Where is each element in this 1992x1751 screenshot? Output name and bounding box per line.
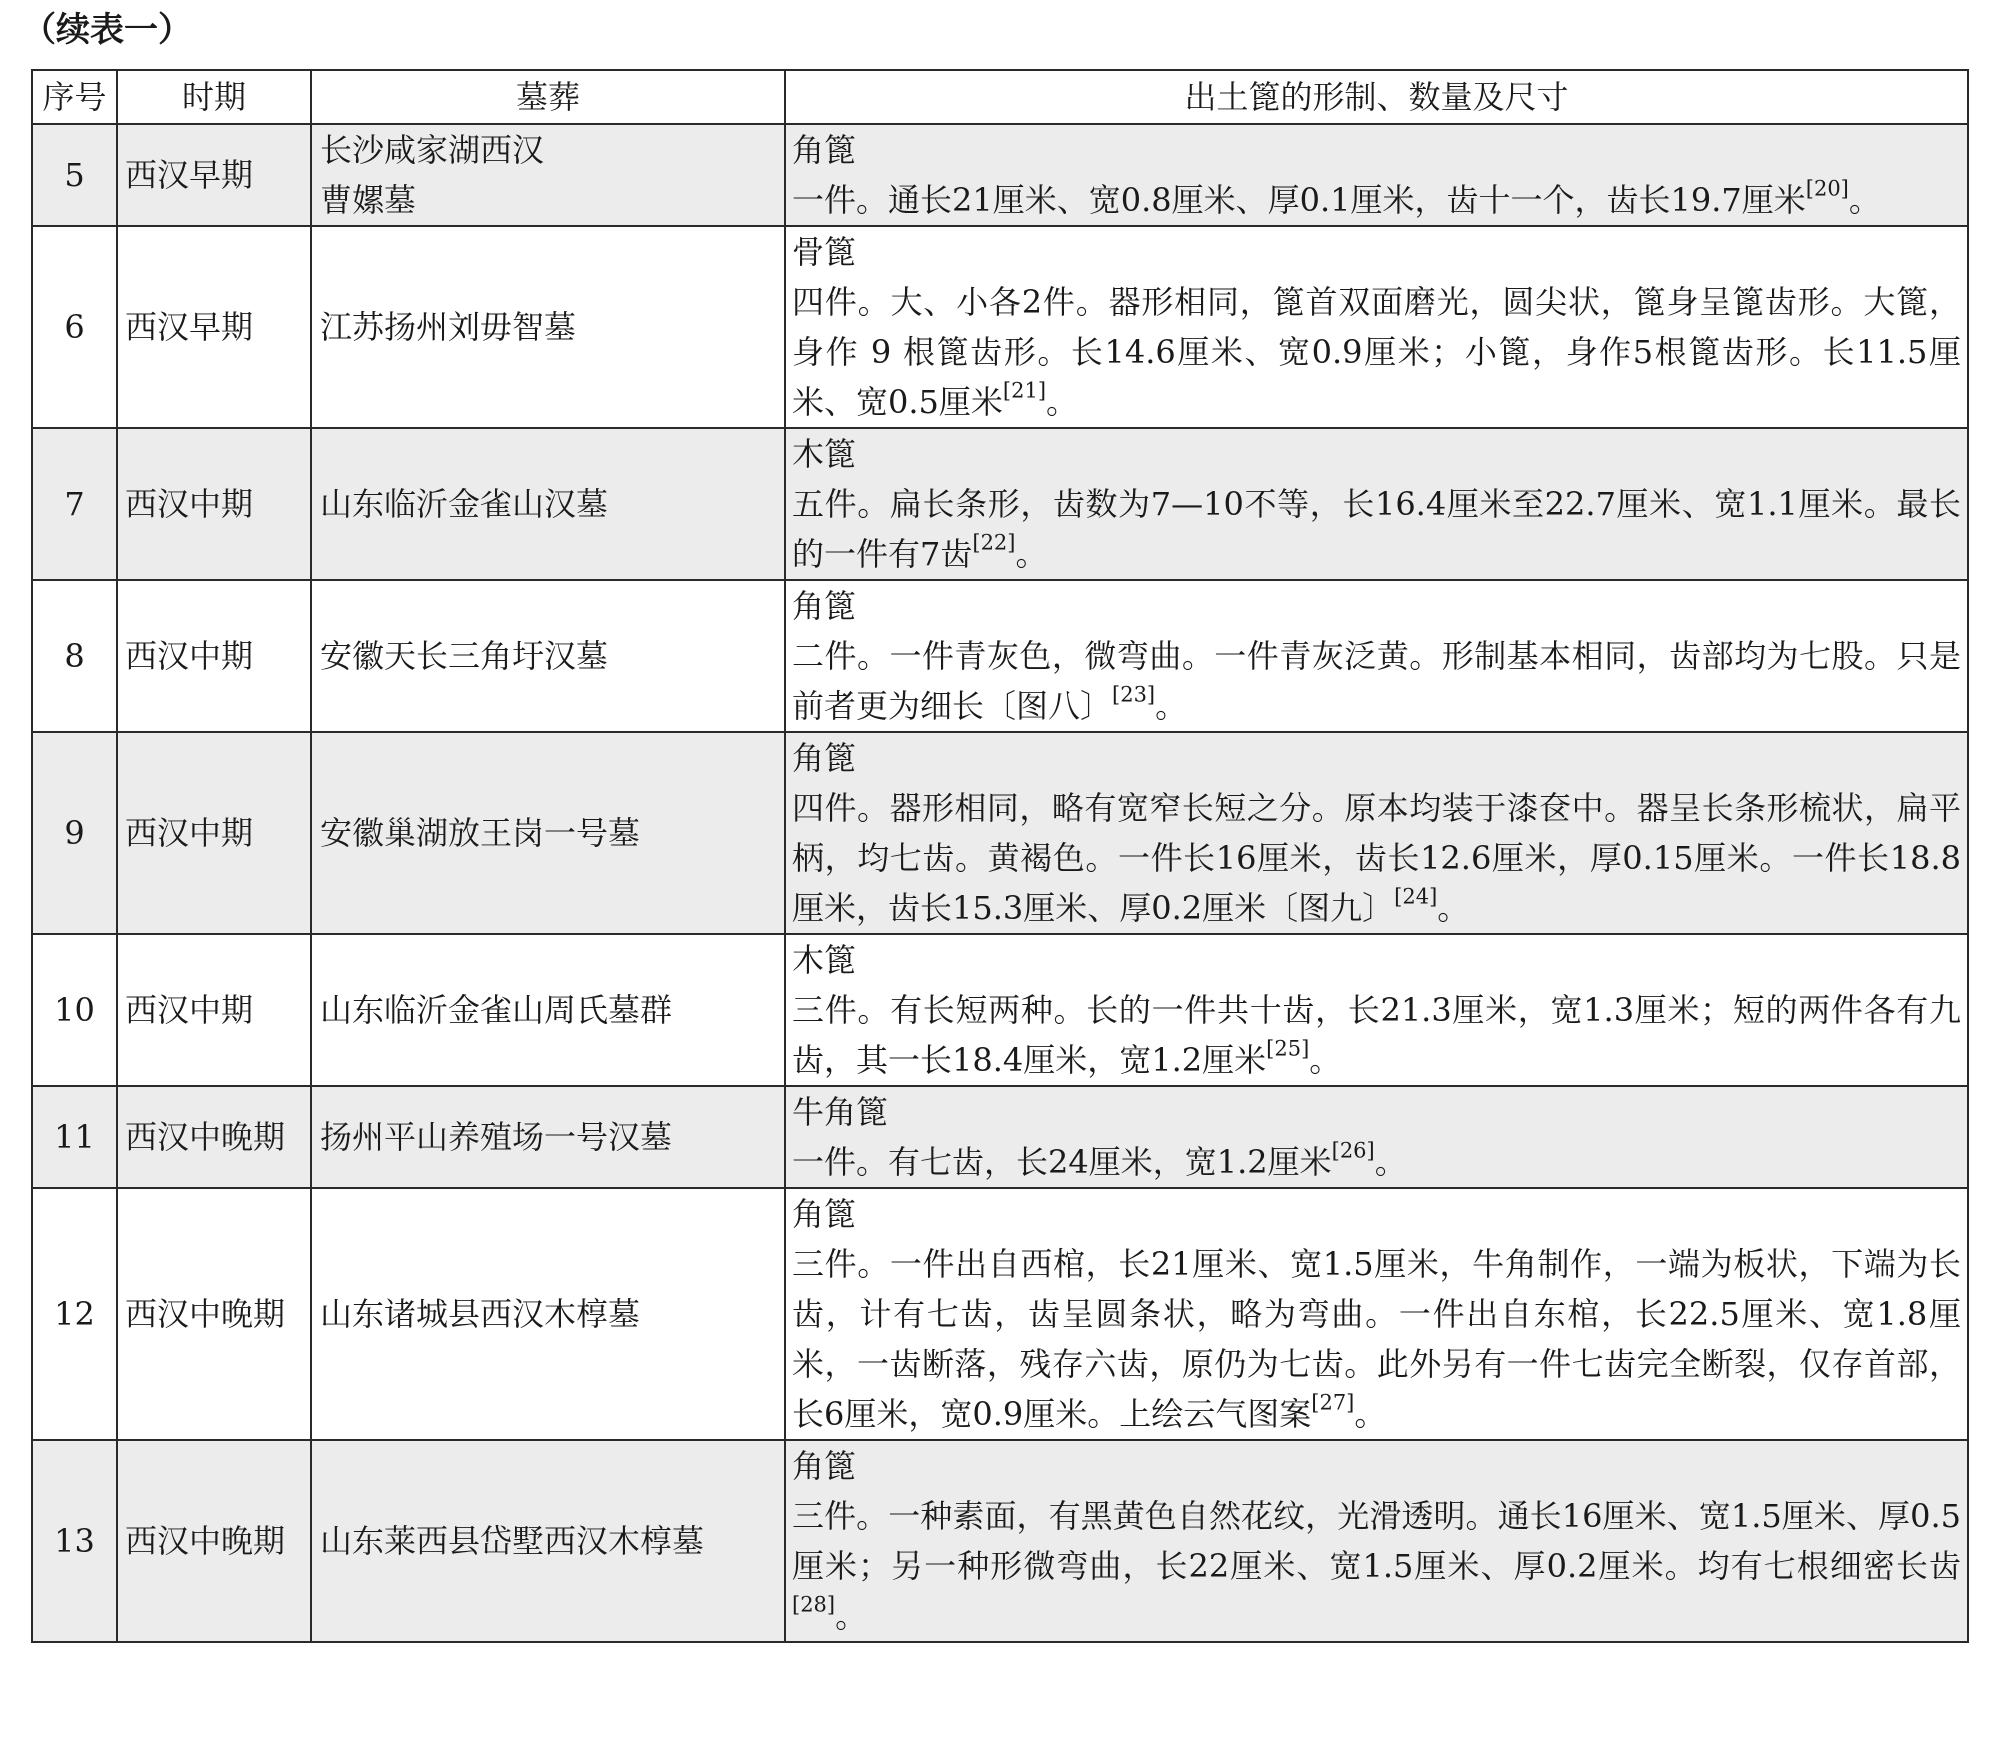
cell-period: 西汉中晚期: [117, 1188, 311, 1440]
footnote-reference: [20]: [1805, 176, 1849, 201]
header-period: 时期: [117, 70, 311, 124]
description-body: 三件。一种素面，有黑黄色自然花纹，光滑透明。通长16厘米、宽1.5厘米、厚0.5厘米；另一种形微弯曲，长22厘米、宽1.5厘米、厚0.2厘米。均有七根细密长齿: [792, 1497, 1961, 1585]
table-caption: （续表一）: [22, 10, 192, 50]
tomb-name-line: 曹嫘墓: [320, 181, 417, 219]
cell-period: 西汉中期: [117, 934, 311, 1086]
tomb-name-line: 山东莱西县岱墅西汉木椁墓: [320, 1522, 705, 1560]
table-row: [32, 1188, 1968, 1440]
cell-description: [785, 1440, 1968, 1642]
comb-type: 角篦: [792, 131, 857, 169]
cell-number: 5: [32, 124, 117, 226]
table-header-row: [32, 70, 1968, 124]
description-body: 一件。有七齿，长24厘米，宽1.2厘米: [792, 1143, 1332, 1181]
header-description: 出土篦的形制、数量及尺寸: [785, 70, 1968, 124]
cell-tomb: [311, 428, 785, 580]
comb-description-text: [792, 175, 1961, 225]
cell-number: 7: [32, 428, 117, 580]
table-row: [32, 428, 1968, 580]
cell-description: [785, 580, 1968, 732]
description-body: 三件。一件出自西棺，长21厘米、宽1.5厘米，牛角制作，一端为板状，下端为长齿，计有七齿，齿呈圆条状，略为弯曲。一件出自东棺，长22.5厘米、宽1.8厘米，一齿断落，残存六齿，原仍为七齿。此外另有一件七齿完全断裂，仅存首部，长6厘米，宽0.9厘米。上绘云气图案: [792, 1245, 1961, 1433]
footnote-reference: [22]: [972, 530, 1016, 555]
comb-type: 牛角篦: [792, 1093, 889, 1131]
footnote-reference: [23]: [1112, 682, 1156, 707]
cell-tomb: [311, 580, 785, 732]
cell-number: 12: [32, 1188, 117, 1440]
sentence-end-mark: 。: [1309, 1041, 1342, 1079]
cell-description: [785, 1086, 1968, 1188]
cell-period: 西汉中期: [117, 428, 311, 580]
comb-description-text: [792, 783, 1961, 933]
cell-description: [785, 732, 1968, 934]
footnote-reference: [28]: [792, 1592, 836, 1617]
cell-description: [785, 428, 1968, 580]
cell-number: 11: [32, 1086, 117, 1188]
table-row: [32, 1086, 1968, 1188]
cell-tomb: [311, 732, 785, 934]
cell-description: [785, 934, 1968, 1086]
tomb-name-line: 山东临沂金雀山周氏墓群: [320, 991, 673, 1029]
cell-tomb: [311, 1188, 785, 1440]
tomb-name-line: 山东临沂金雀山汉墓: [320, 485, 609, 523]
cell-number: 9: [32, 732, 117, 934]
cell-description: [785, 124, 1968, 226]
description-body: 三件。有长短两种。长的一件共十齿，长21.3厘米，宽1.3厘米；短的两件各有九齿，其一长18.4厘米，宽1.2厘米: [792, 991, 1961, 1079]
sentence-end-mark: 。: [1374, 1143, 1407, 1181]
cell-tomb: [311, 124, 785, 226]
sentence-end-mark: 。: [835, 1597, 868, 1635]
table-row: [32, 732, 1968, 934]
cell-number: 8: [32, 580, 117, 732]
cell-period: 西汉早期: [117, 226, 311, 428]
sentence-end-mark: 。: [1437, 889, 1470, 927]
tomb-name-line: 江苏扬州刘毋智墓: [320, 308, 577, 346]
description-body: 五件。扁长条形，齿数为7—10不等，长16.4厘米至22.7厘米、宽1.1厘米。最长的一件有7齿: [792, 485, 1961, 573]
cell-period: 西汉中期: [117, 580, 311, 732]
cell-description: [785, 1188, 1968, 1440]
cell-tomb: [311, 1086, 785, 1188]
cell-number: 10: [32, 934, 117, 1086]
comb-type: 木篦: [792, 435, 857, 473]
tomb-name-line: 安徽天长三角圩汉墓: [320, 637, 609, 675]
footnote-reference: [25]: [1266, 1036, 1310, 1061]
table-row: [32, 1440, 1968, 1642]
comb-description-text: [792, 985, 1961, 1085]
cell-tomb: [311, 934, 785, 1086]
comb-type: 骨篦: [792, 233, 857, 271]
sentence-end-mark: 。: [1354, 1395, 1387, 1433]
description-body: 四件。大、小各2件。器形相同，篦首双面磨光，圆尖状，篦身呈篦齿形。大篦，身作 9 根篦齿形。长14.6厘米、宽0.9厘米；小篦，身作5根篦齿形。长11.5厘米、宽0.5厘米: [792, 283, 1961, 421]
footnote-reference: [27]: [1311, 1390, 1355, 1415]
table-row: [32, 580, 1968, 732]
tomb-name-line: 安徽巢湖放王岗一号墓: [320, 814, 641, 852]
table-row: [32, 226, 1968, 428]
header-tomb: 墓葬: [311, 70, 785, 124]
comb-description-text: [792, 631, 1961, 731]
cell-number: 6: [32, 226, 117, 428]
tomb-name-line: 长沙咸家湖西汉: [320, 131, 545, 169]
description-body: 二件。一件青灰色，微弯曲。一件青灰泛黄。形制基本相同，齿部均为七股。只是前者更为细长〔图八〕: [792, 637, 1961, 725]
cell-period: 西汉中晚期: [117, 1440, 311, 1642]
comb-type: 角篦: [792, 739, 857, 777]
comb-description-text: [792, 1239, 1961, 1439]
description-body: 一件。通长21厘米、宽0.8厘米、厚0.1厘米，齿十一个，齿长19.7厘米: [792, 181, 1806, 219]
sentence-end-mark: 。: [1015, 535, 1048, 573]
comb-description-text: [792, 277, 1961, 427]
footnote-reference: [21]: [1002, 378, 1047, 403]
cell-tomb: [311, 226, 785, 428]
comb-description-text: [792, 1491, 1961, 1641]
cell-period: 西汉中期: [117, 732, 311, 934]
table-row: [32, 124, 1968, 226]
cell-period: 西汉中晚期: [117, 1086, 311, 1188]
tomb-name-line: 山东诸城县西汉木椁墓: [320, 1295, 641, 1333]
table-body: [32, 124, 1968, 1642]
burial-comb-table: [31, 69, 1969, 1643]
comb-type: 角篦: [792, 1447, 857, 1485]
sentence-end-mark: 。: [1046, 383, 1079, 421]
table-row: [32, 934, 1968, 1086]
footnote-reference: [26]: [1331, 1138, 1375, 1163]
cell-period: 西汉早期: [117, 124, 311, 226]
cell-number: 13: [32, 1440, 117, 1642]
cell-tomb: [311, 1440, 785, 1642]
tomb-name-line: 扬州平山养殖场一号汉墓: [320, 1118, 673, 1156]
cell-description: [785, 226, 1968, 428]
header-no: 序号: [32, 70, 117, 124]
comb-type: 角篦: [792, 587, 857, 625]
comb-description-text: [792, 1137, 1961, 1187]
comb-type: 木篦: [792, 941, 857, 979]
sentence-end-mark: 。: [1848, 181, 1881, 219]
sentence-end-mark: 。: [1155, 687, 1188, 725]
comb-type: 角篦: [792, 1195, 857, 1233]
footnote-reference: [24]: [1394, 884, 1438, 909]
comb-description-text: [792, 479, 1961, 579]
description-body: 四件。器形相同，略有宽窄长短之分。原本均装于漆奁中。器呈长条形梳状，扁平柄，均七齿。黄褐色。一件长16厘米，齿长12.6厘米，厚0.15厘米。一件长18.8厘米，齿长15.3厘米、厚0.2厘米〔图九〕: [792, 789, 1961, 927]
